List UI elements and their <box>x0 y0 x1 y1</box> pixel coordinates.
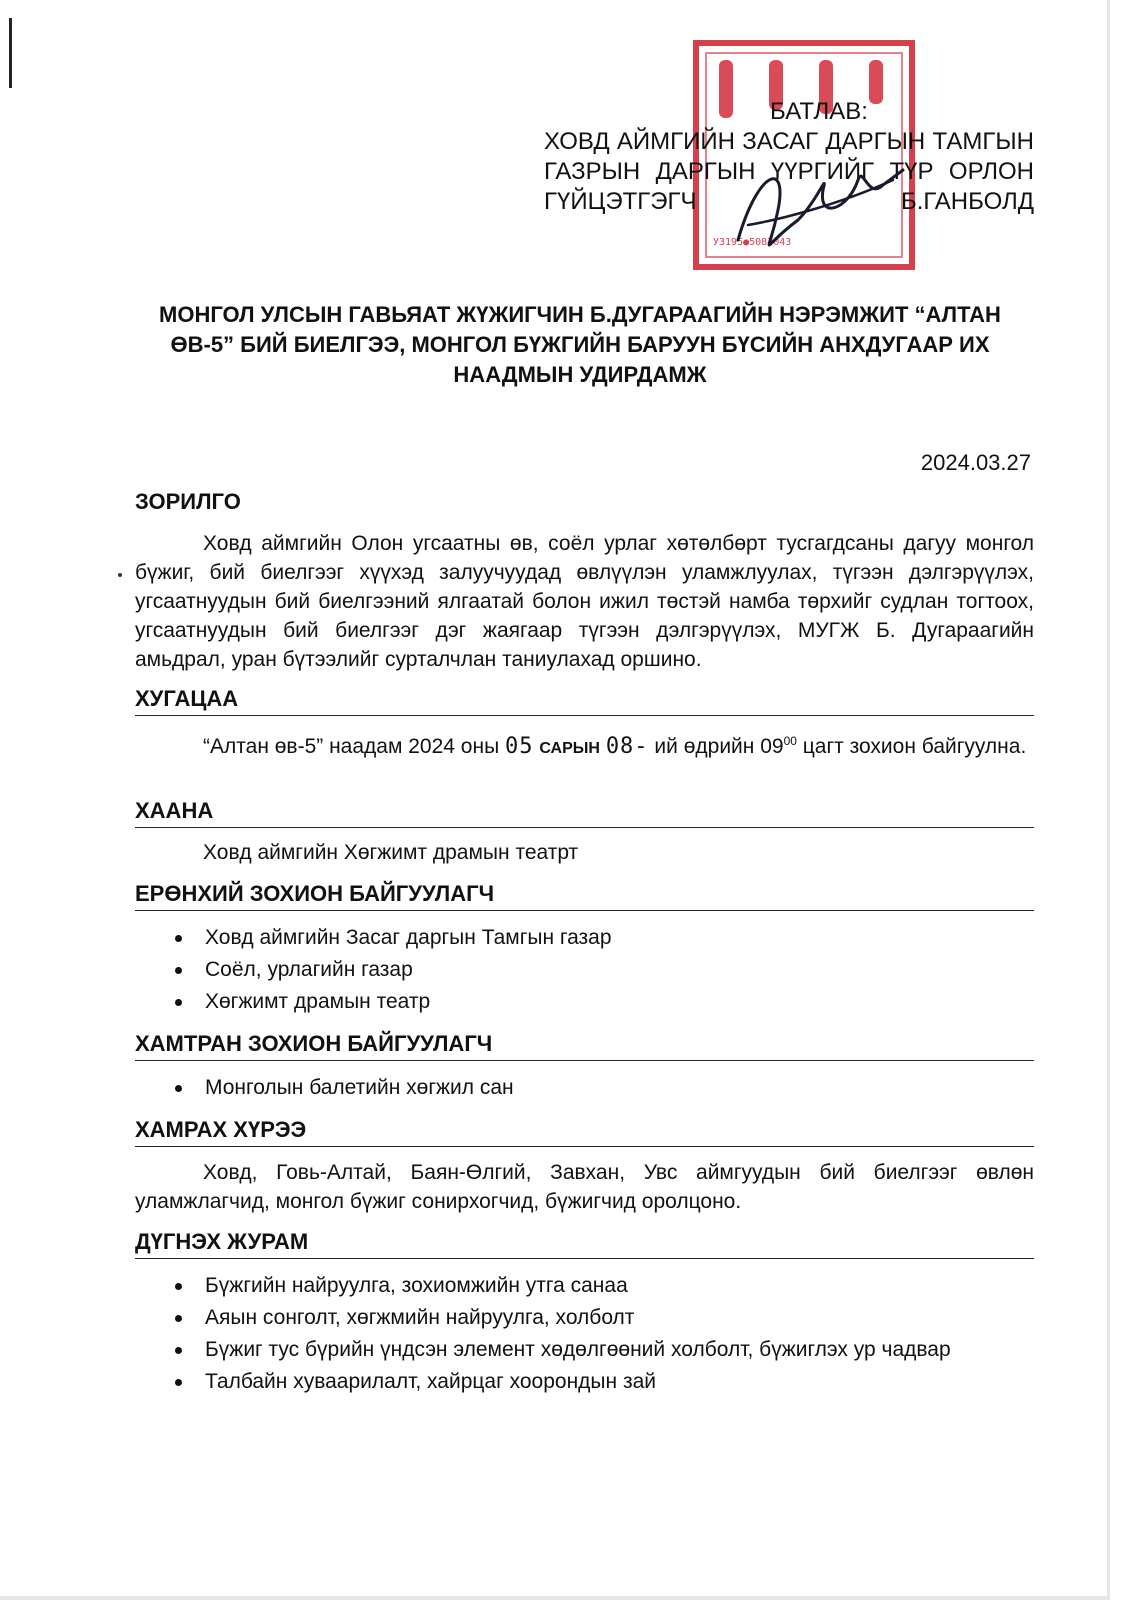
approval-word: ГАЗРЫН <box>544 158 641 185</box>
handwritten-month: 05 <box>505 734 534 759</box>
section-heading-goal: ЗОРИЛГО <box>135 489 241 514</box>
section-heading-co-organizer: ХАМТРАН ЗОХИОН БАЙГУУЛАГЧ <box>135 1030 1034 1061</box>
section-heading-where: ХААНА <box>135 797 1034 828</box>
margin-mark <box>118 573 122 577</box>
list-item: Ховд аймгийн Засаг даргын Тамгын газар <box>135 922 1034 954</box>
list-item: Бүжиг тус бүрийн үндсэн элемент хөдөлгөөний холболт, бүжиглэх ур чадвар <box>135 1334 1034 1366</box>
list-item: Монголын балетийн хөгжил сан <box>135 1072 1034 1104</box>
time-text: цагт зохион байгуулна. <box>802 735 1027 758</box>
section-heading-time: ХУГАЦАА <box>135 685 1034 716</box>
approval-word: ДАРГЫН <box>825 128 926 155</box>
time-month-word: САРЫН <box>539 740 600 757</box>
time-superscript: 00 <box>783 734 797 748</box>
section-heading-scope: ХАМРАХ ХҮРЭЭ <box>135 1116 1034 1147</box>
scope-paragraph: Ховд, Говь-Алтай, Баян-Өлгий, Завхан, Увс аймгуудын бий биелгээг өвлөн уламжлагчид, монгол бүжиг сонирхогчид, бүжигчид оролцоно. <box>135 1161 1034 1213</box>
time-text: ий өдрийн 09 <box>654 735 784 758</box>
document-title: МОНГОЛ УЛСЫН ГАВЬЯАТ ЖҮЖИГЧИН Б.ДУГАРААГИЙН НЭРЭМЖИТ “АЛТАН ӨВ-5” БИЙ БИЕЛГЭЭ, МОНГОЛ БҮЖГИЙН БАРУУН БҮСИЙН АНХДУГААР ИХ НААДМЫН УДИРДАМЖ <box>159 302 1001 387</box>
stamp-number: У3195●5087043 <box>713 237 792 248</box>
judging-list <box>135 1270 1034 1398</box>
list-item: Талбайн хуваарилалт, хайрцаг хоорондын зай <box>135 1366 1034 1398</box>
approval-word: ХОВД <box>544 128 610 155</box>
approval-word: ДАРГЫН <box>655 158 756 185</box>
approver-name: Б.ГАНБОЛД <box>900 188 1034 215</box>
approval-word: ЗАСАГ <box>742 128 819 155</box>
approval-word: ҮҮРГИЙГ <box>770 158 875 185</box>
handwritten-day: 08- <box>605 734 649 759</box>
list-item: Бүжгийн найруулга, зохиомжийн утга санаа <box>135 1270 1034 1302</box>
list-item: Аяын сонголт, хөгжмийн найруулга, холболт <box>135 1302 1034 1334</box>
list-item: Соёл, урлагийн газар <box>135 954 1034 986</box>
goal-paragraph: Ховд аймгийн Олон угсаатны өв, соёл урлаг хөтөлбөрт тусгагдсаны дагуу монгол бүжиг, бий биелгээг хүүхэд залуучуудад өвлүүлэн уламжлуулах, түгээн дэлгэрүүлэх, угсаатнуудын бий биелгээний ялгаатай болон ижил төстэй намба төрхийг судлан тогтоох, угсаатнуудын бий биелгээг дэг жаягаар түгээн дэлгэрүүлэх, МУГЖ Б. Дугараагийн амьдрал, уран бүтээлийг сурталчлан таниулахад оршино. <box>135 532 1034 671</box>
where-paragraph: Ховд аймгийн Хөгжимт драмын театрт <box>203 841 579 864</box>
approval-word: АЙМГИЙН <box>616 128 735 155</box>
list-item: Хөгжимт драмын театр <box>135 986 1034 1018</box>
approval-word: ТАМГЫН <box>932 128 1034 155</box>
time-text: “Алтан өв-5” наадам 2024 оны <box>203 735 500 758</box>
organizer-list <box>135 922 1034 1018</box>
section-heading-organizer: ЕРӨНХИЙ ЗОХИОН БАЙГУУЛАГЧ <box>135 880 1034 911</box>
approval-word: ОРЛОН <box>948 158 1034 185</box>
document-date: 2024.03.27 <box>920 450 1031 475</box>
signature <box>718 150 908 260</box>
approval-word: ТҮР <box>889 158 934 185</box>
approval-heading: БАТЛАВ: <box>770 98 868 125</box>
section-heading-judging: ДҮГНЭХ ЖУРАМ <box>135 1228 1034 1259</box>
co-organizer-list <box>135 1072 1034 1104</box>
scan-edge-mark <box>9 18 12 88</box>
time-paragraph <box>135 727 1034 763</box>
approval-role: ГҮЙЦЭТГЭГЧ <box>544 188 697 215</box>
